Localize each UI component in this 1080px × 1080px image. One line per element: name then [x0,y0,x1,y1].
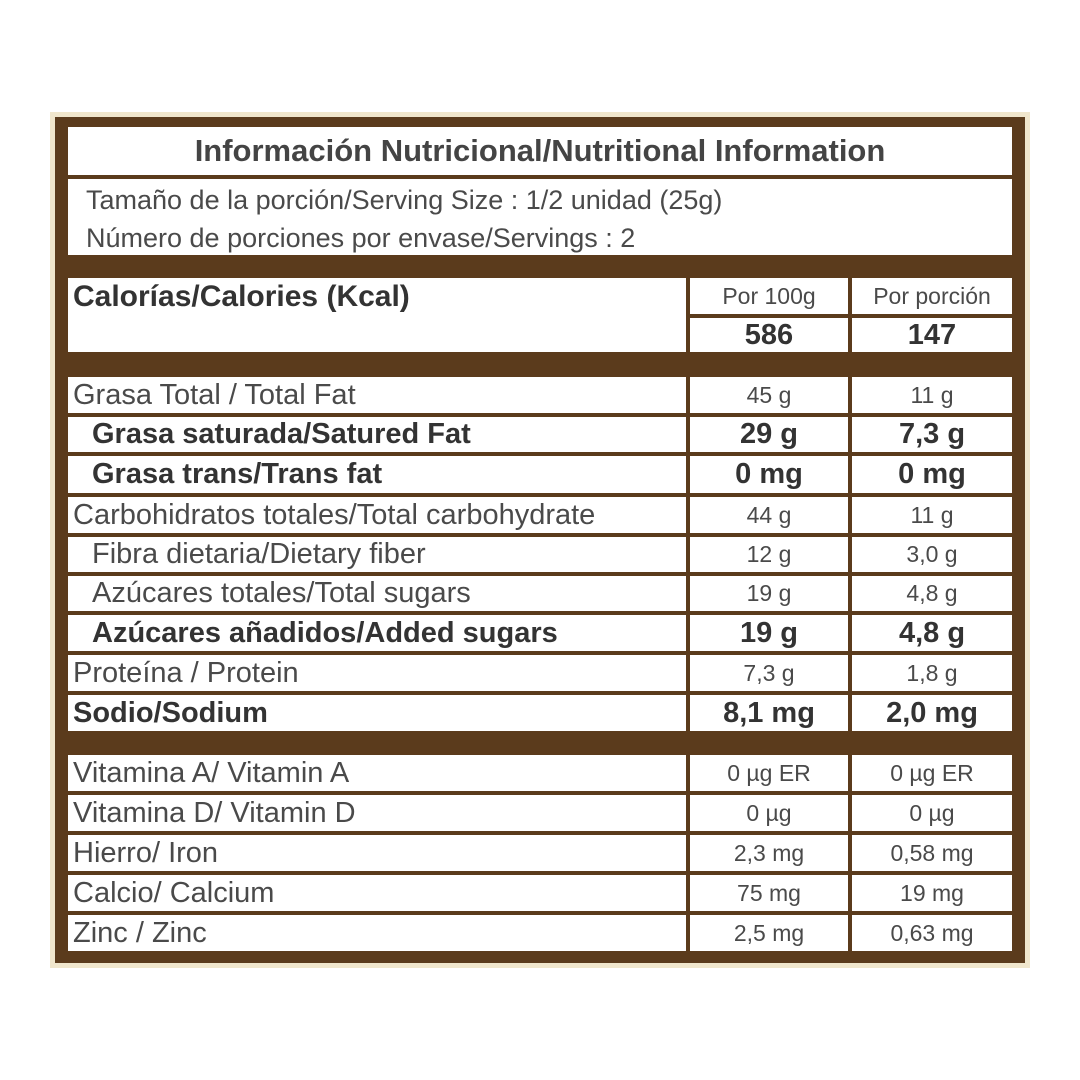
nutrient-per-100g: 19 g [690,576,848,611]
vitamin-per-100g: 0 µg ER [690,755,848,791]
nutrient-label: Grasa trans/Trans fat [68,456,686,493]
vitamin-per-100g: 75 mg [690,875,848,911]
column-header-per-100g: Por 100g [690,278,848,314]
nutrient-label: Proteína / Protein [68,655,686,691]
vitamin-per-serving: 0,63 mg [852,915,1012,951]
calories-label: Calorías/Calories (Kcal) [68,278,686,352]
nutrient-per-serving: 11 g [852,377,1012,413]
nutrient-per-100g: 7,3 g [690,655,848,691]
vitamin-label: Hierro/ Iron [68,835,686,871]
nutrient-label: Grasa saturada/Satured Fat [68,417,686,452]
nutrient-per-serving: 0 mg [852,456,1012,493]
nutrient-label: Fibra dietaria/Dietary fiber [68,537,686,572]
nutrient-per-100g: 19 g [690,615,848,651]
panel-title: Información Nutricional/Nutritional Information [68,127,1012,175]
vitamin-per-serving: 0,58 mg [852,835,1012,871]
vitamin-label: Vitamina A/ Vitamin A [68,755,686,791]
nutrient-per-100g: 0 mg [690,456,848,493]
serving-size: Tamaño de la porción/Serving Size : 1/2 unidad (25g) [86,185,723,215]
vitamin-label: Vitamina D/ Vitamin D [68,795,686,831]
vitamin-per-100g: 0 µg [690,795,848,831]
serving-info [68,179,1012,255]
vitamin-per-100g: 2,3 mg [690,835,848,871]
calories-per-serving: 147 [852,318,1012,352]
servings-per-container: Número de porciones por envase/Servings : 2 [86,223,636,253]
vitamin-per-serving: 0 µg ER [852,755,1012,791]
nutrient-label: Grasa Total / Total Fat [68,377,686,413]
nutrient-per-100g: 45 g [690,377,848,413]
nutrient-label: Azúcares añadidos/Added sugars [68,615,686,651]
nutrient-per-100g: 12 g [690,537,848,572]
vitamin-label: Zinc / Zinc [68,915,686,951]
nutrient-per-100g: 29 g [690,417,848,452]
nutrient-per-serving: 7,3 g [852,417,1012,452]
nutrient-label: Sodio/Sodium [68,695,686,731]
nutrient-label: Carbohidratos totales/Total carbohydrate [68,497,686,533]
vitamin-per-serving: 19 mg [852,875,1012,911]
nutrient-per-serving: 1,8 g [852,655,1012,691]
nutrient-per-serving: 2,0 mg [852,695,1012,731]
nutrient-per-100g: 44 g [690,497,848,533]
nutrient-per-serving: 4,8 g [852,576,1012,611]
vitamin-label: Calcio/ Calcium [68,875,686,911]
calories-per-100g: 586 [690,318,848,352]
vitamin-per-serving: 0 µg [852,795,1012,831]
vitamin-per-100g: 2,5 mg [690,915,848,951]
column-header-per-serving: Por porción [852,278,1012,314]
nutrient-per-serving: 11 g [852,497,1012,533]
nutrient-per-serving: 3,0 g [852,537,1012,572]
nutrient-per-100g: 8,1 mg [690,695,848,731]
nutrient-per-serving: 4,8 g [852,615,1012,651]
nutrient-label: Azúcares totales/Total sugars [68,576,686,611]
